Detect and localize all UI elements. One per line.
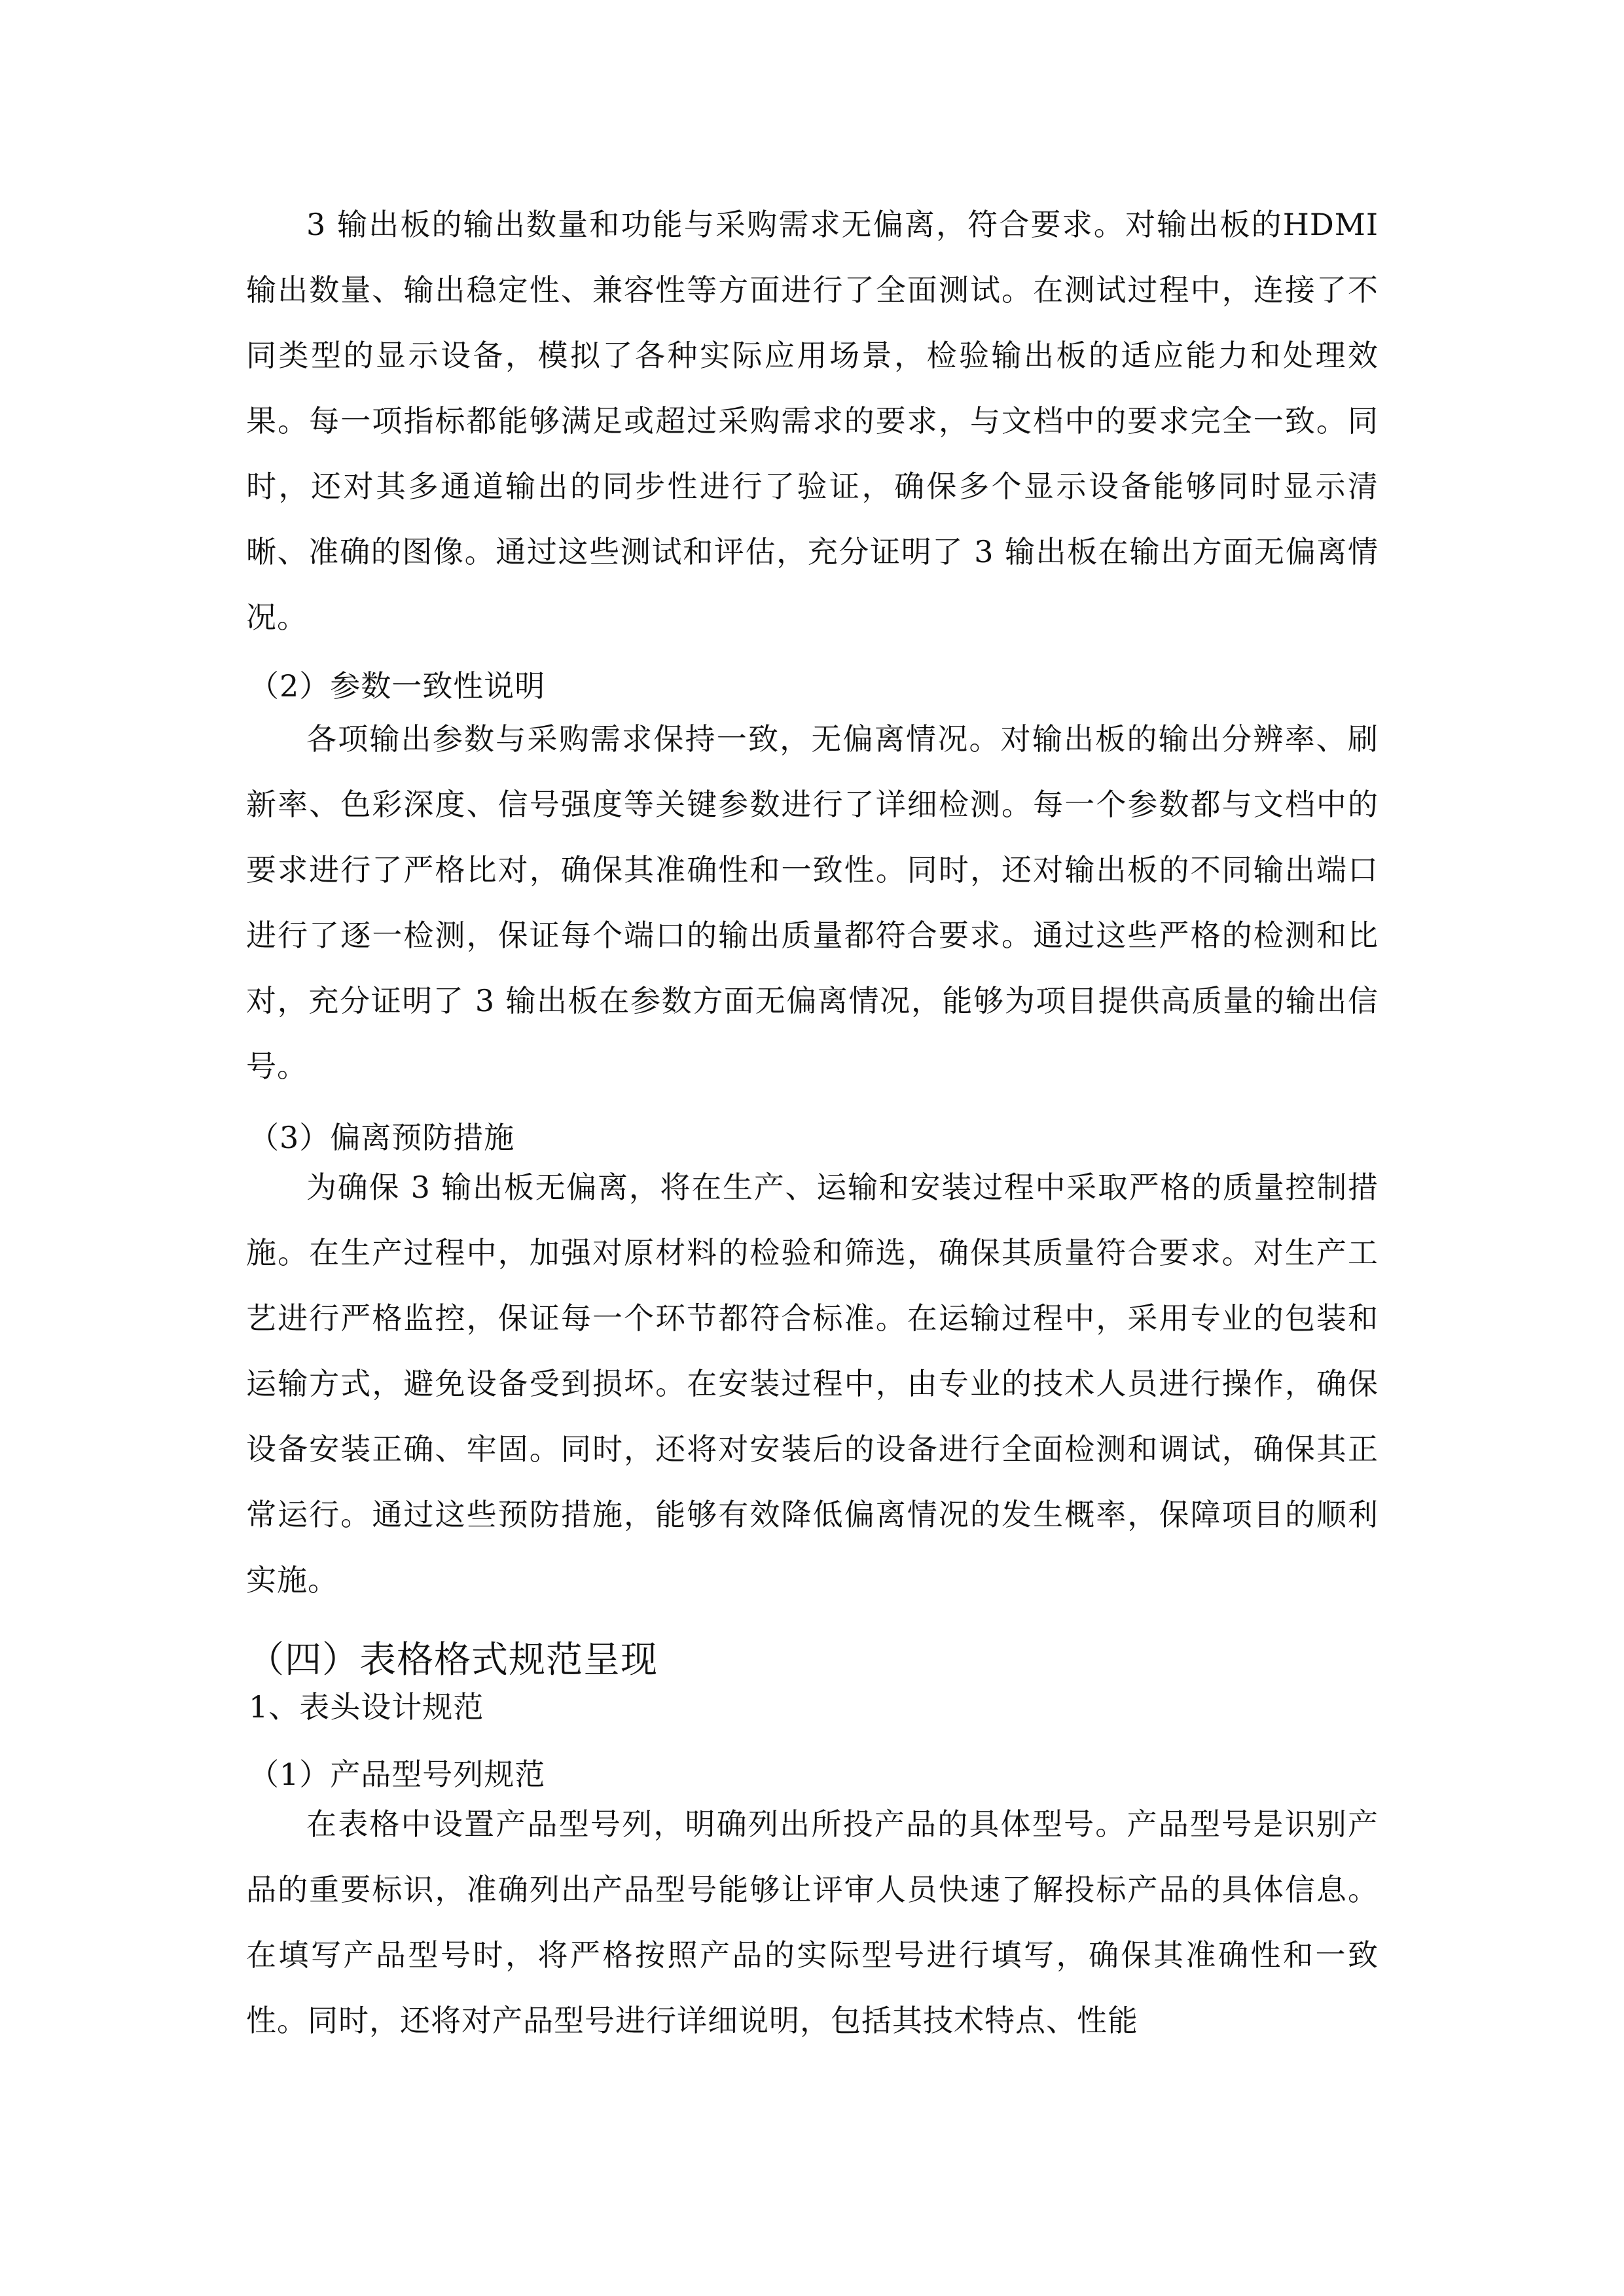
- heading-deviation-prevention: （3）偏离预防措施: [249, 1120, 515, 1155]
- paragraph-parameter-consistency: 各项输出参数与采购需求保持一致，无偏离情况。对输出板的输出分辨率、刷新率、色彩深度、信号强度等关键参数进行了详细检测。每一个参数都与文档中的要求进行了严格比对，确保其准确性和一致性。同时，还对输出板的不同输出端口进行了逐一检测，保证每个端口的输出质量都符合要求。通过这些严格的检测和比对，充分证明了 3 输出板在参数方面无偏离情况，能够为项目提供高质量的输出信号。: [246, 721, 1379, 1084]
- paragraph-output-quantity: 3 输出板的输出数量和功能与采购需求无偏离，符合要求。对输出板的HDMI 输出数量、输出稳定性、兼容性等方面进行了全面测试。在测试过程中，连接了不同类型的显示设备，模拟了各种实际应用场景，检验输出板的适应能力和处理效果。每一项指标都能够满足或超过采购需求的要求，与文档中的要求完全一致。同时，还对其多通道输出的同步性进行了验证，确保多个显示设备能够同时显示清晰、准确的图像。通过这些测试和评估，充分证明了 3 输出板在输出方面无偏离情况。: [246, 207, 1379, 635]
- subsection-heading-table-header: 1、表头设计规范: [249, 1689, 484, 1725]
- section-heading-table-format: （四）表格格式规范呈现: [247, 1639, 658, 1681]
- heading-parameter-consistency: （2）参数一致性说明: [249, 668, 546, 704]
- paragraph-deviation-prevention: 为确保 3 输出板无偏离，将在生产、运输和安装过程中采取严格的质量控制措施。在生产过程中，加强对原材料的检验和筛选，确保其质量符合要求。对生产工艺进行严格监控，保证每一个环节都符合标准。在运输过程中，采用专业的包装和运输方式，避免设备受到损坏。在安装过程中，由专业的技术人员进行操作，确保设备安装正确、牢固。同时，还将对安装后的设备进行全面检测和调试，确保其正常运行。通过这些预防措施，能够有效降低偏离情况的发生概率，保障项目的顺利实施。: [246, 1170, 1379, 1598]
- heading-product-model-column: （1）产品型号列规范: [249, 1757, 546, 1792]
- paragraph-product-model-column: 在表格中设置产品型号列，明确列出所投产品的具体型号。产品型号是识别产品的重要标识，准确列出产品型号能够让评审人员快速了解投标产品的具体信息。在填写产品型号时，将严格按照产品的实际型号进行填写，确保其准确性和一致性。同时，还将对产品型号进行详细说明，包括其技术特点、性能: [246, 1806, 1379, 2038]
